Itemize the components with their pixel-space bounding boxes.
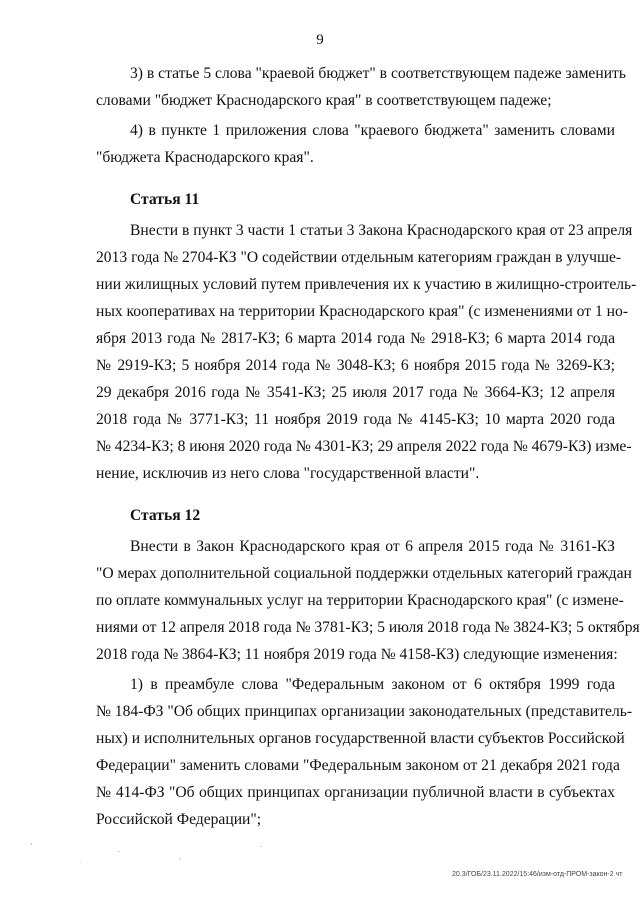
page-number: 9	[316, 32, 324, 48]
text-line: № 2919-КЗ; 5 ноября 2014 года № 3048-КЗ; 6 ноября 2015 года № 3269-КЗ;	[96, 357, 615, 374]
text-line: 3) в статье 5 слова "краевой бюджет" в соответствующем падеже заменить	[130, 65, 626, 82]
text-line: 1) в преамбуле слова "Федеральным законом от 6 октября 1999 года	[130, 676, 615, 693]
scan-speck	[180, 858, 181, 860]
text-line: по оплате коммунальных услуг на территории Краснодарского края" (с измене-	[96, 592, 624, 609]
text-line: 4) в пункте 1 приложения слова "краевого бюджета" заменить словами	[130, 122, 615, 139]
text-line: ных кооперативах на территории Краснодарского края" (с изменениями от 1 но-	[96, 303, 629, 320]
scan-speck	[80, 862, 81, 863]
scan-speck	[118, 851, 120, 852]
text-line: 2013 года № 2704-КЗ "О содействии отдельным категориям граждан в улучше-	[96, 249, 622, 266]
document-footer: 20.3/ГОБ/23.11.2022/15:46/изм-отд-ПРОМ-закон-2 чт	[452, 871, 623, 878]
text-line: "бюджета Краснодарского края".	[96, 149, 314, 166]
text-line: нение, исключив из него слова "государственной власти".	[96, 465, 480, 482]
text-line: нии жилищных условий путем привлечения их к участию в жилищно-строитель-	[96, 276, 637, 293]
text-line: ября 2013 года № 2817-КЗ; 6 марта 2014 года № 2918-КЗ; 6 марта 2014 года	[96, 330, 615, 347]
scan-speck	[30, 843, 32, 845]
text-line: 2018 года № 3864-КЗ; 11 ноября 2019 года № 4158-КЗ) следующие изменения:	[96, 646, 618, 663]
text-line: № 414-ФЗ "Об общих принципах организации публичной власти в субъектах	[96, 784, 615, 801]
text-line: № 184-ФЗ "Об общих принципах организации законодательных (представитель-	[96, 703, 633, 720]
text-line: Внести в пункт 3 части 1 статьи 3 Закона Краснодарского края от 23 апреля	[130, 222, 633, 239]
text-line: Внести в Закон Краснодарского края от 6 апреля 2015 года № 3161-КЗ	[130, 538, 615, 555]
scan-speck	[260, 846, 262, 847]
text-line: 29 декабря 2016 года № 3541-КЗ; 25 июля 2017 года № 3664-КЗ; 12 апреля	[96, 384, 615, 401]
text-line: ных) и исполнительных органов государственной власти субъектов Российской	[96, 730, 625, 747]
article-heading: Статья 11	[130, 191, 200, 208]
text-line: Федерации" заменить словами "Федеральным законом от 21 декабря 2021 года	[96, 757, 620, 774]
article-heading: Статья 12	[130, 507, 201, 524]
text-line: Российской Федерации";	[96, 811, 262, 828]
text-line: словами "бюджет Краснодарского края" в соответствующем падеже;	[96, 92, 552, 109]
text-line: № 4234-КЗ; 8 июня 2020 года № 4301-КЗ; 29 апреля 2022 года № 4679-КЗ) изме-	[96, 438, 632, 455]
text-line: "О мерах дополнительной социальной поддержки отдельных категорий граждан	[96, 565, 632, 582]
text-line: ниями от 12 апреля 2018 года № 3781-КЗ; 5 июля 2018 года № 3824-КЗ; 5 октября	[96, 619, 640, 636]
text-line: 2018 года № 3771-КЗ; 11 ноября 2019 года № 4145-КЗ; 10 марта 2020 года	[96, 411, 615, 428]
